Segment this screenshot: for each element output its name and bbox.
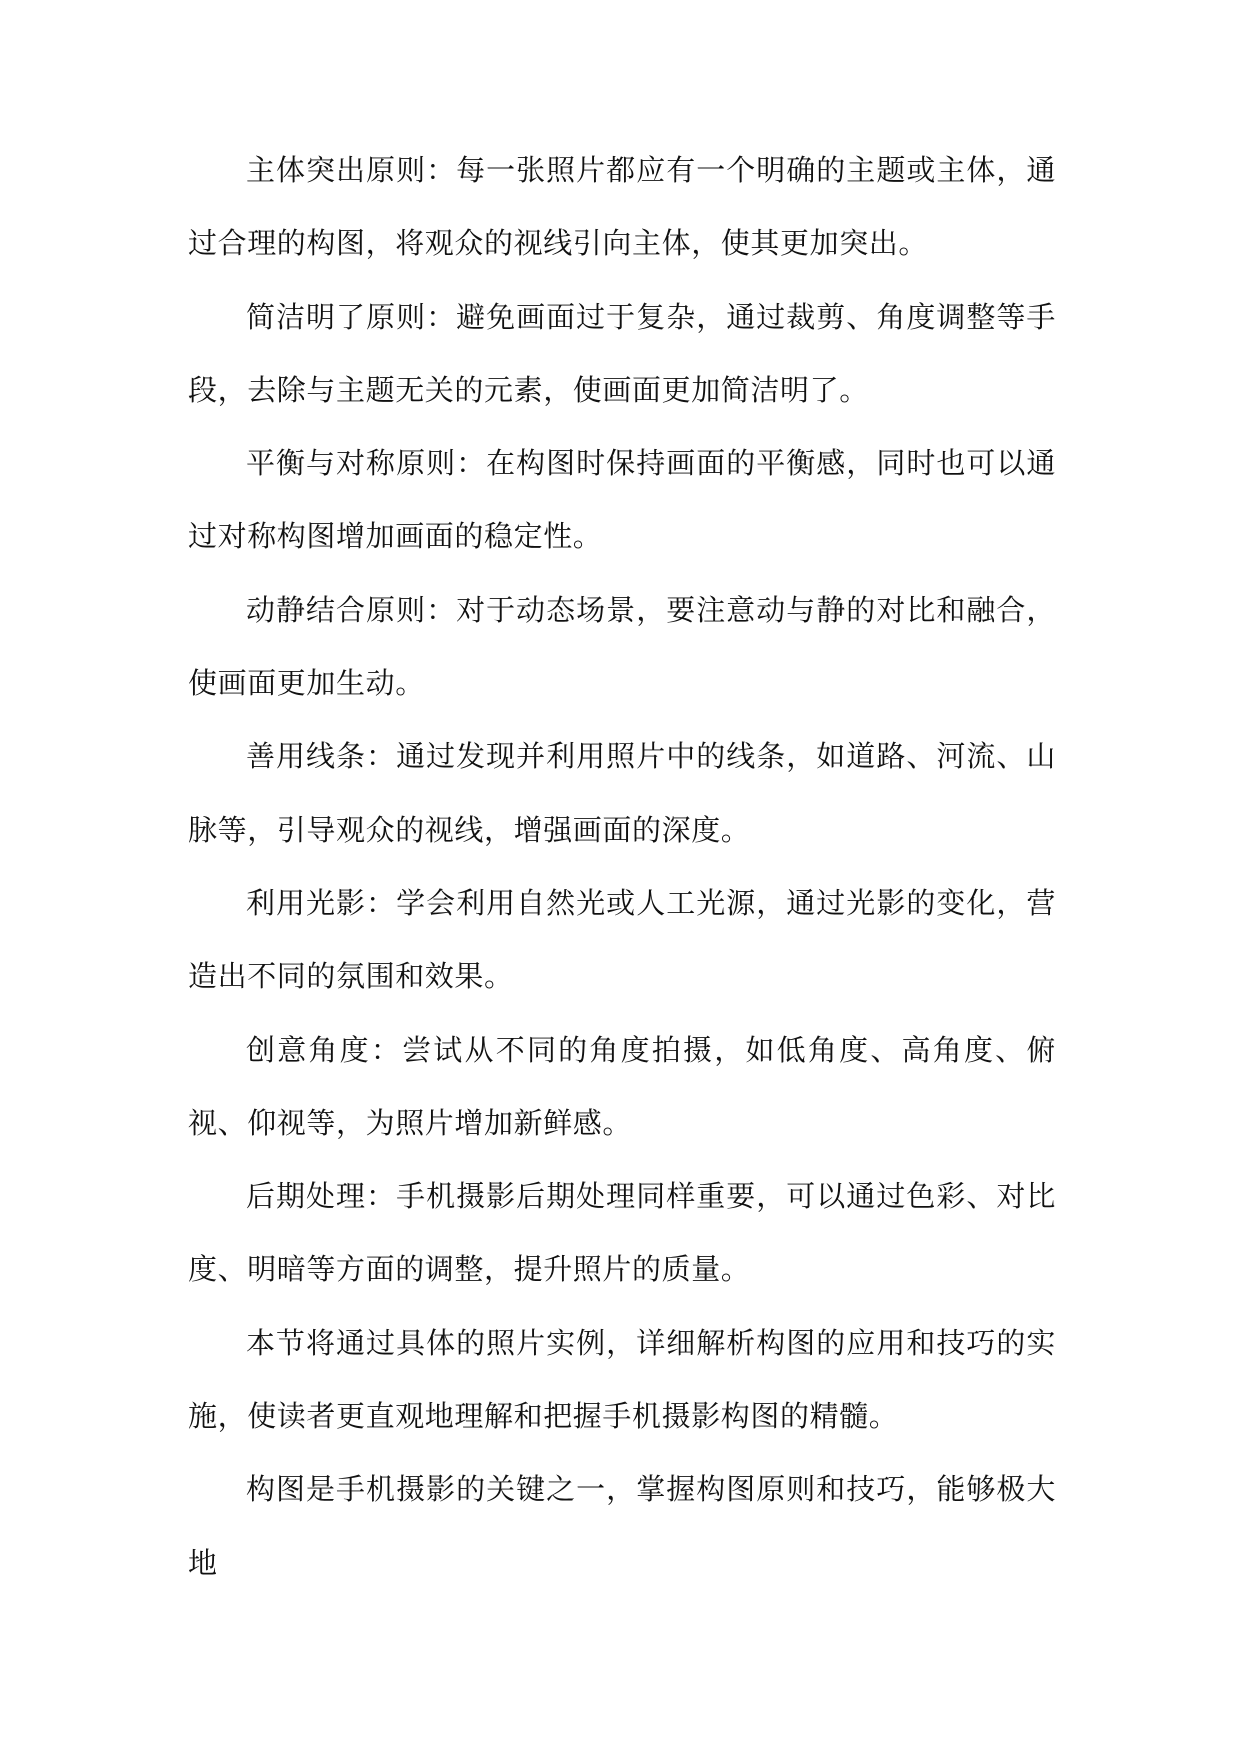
paragraph-post-processing: 后期处理：手机摄影后期处理同样重要，可以通过色彩、对比度、明暗等方面的调整，提升照片的质量。 [188, 1179, 1056, 1287]
paragraph-subject-prominence: 主体突出原则：每一张照片都应有一个明确的主题或主体，通过合理的构图，将观众的视线引向主体，使其更加突出。 [188, 153, 1056, 261]
paragraph-lines: 善用线条：通过发现并利用照片中的线条，如道路、河流、山脉等，引导观众的视线，增强画面的深度。 [188, 739, 1056, 847]
document-body [188, 134, 1056, 1600]
paragraph-conclusion: 构图是手机摄影的关键之一，掌握构图原则和技巧，能够极大地 [188, 1472, 1056, 1580]
paragraph-section-intro: 本节将通过具体的照片实例，详细解析构图的应用和技巧的实施，使读者更直观地理解和把握手机摄影构图的精髓。 [188, 1325, 1056, 1434]
paragraph-light-shadow: 利用光影：学会利用自然光或人工光源，通过光影的变化，营造出不同的氛围和效果。 [188, 885, 1056, 994]
paragraph-simplicity: 简洁明了原则：避免画面过于复杂，通过裁剪、角度调整等手段，去除与主题无关的元素，使画面更加简洁明了。 [188, 299, 1056, 407]
paragraph-motion-stillness: 动静结合原则：对于动态场景，要注意动与静的对比和融合，使画面更加生动。 [188, 592, 1056, 701]
paragraph-balance-symmetry: 平衡与对称原则：在构图时保持画面的平衡感，同时也可以通过对称构图增加画面的稳定性。 [188, 446, 1056, 554]
paragraph-creative-angle: 创意角度：尝试从不同的角度拍摄，如低角度、高角度、俯视、仰视等，为照片增加新鲜感。 [188, 1032, 1056, 1140]
